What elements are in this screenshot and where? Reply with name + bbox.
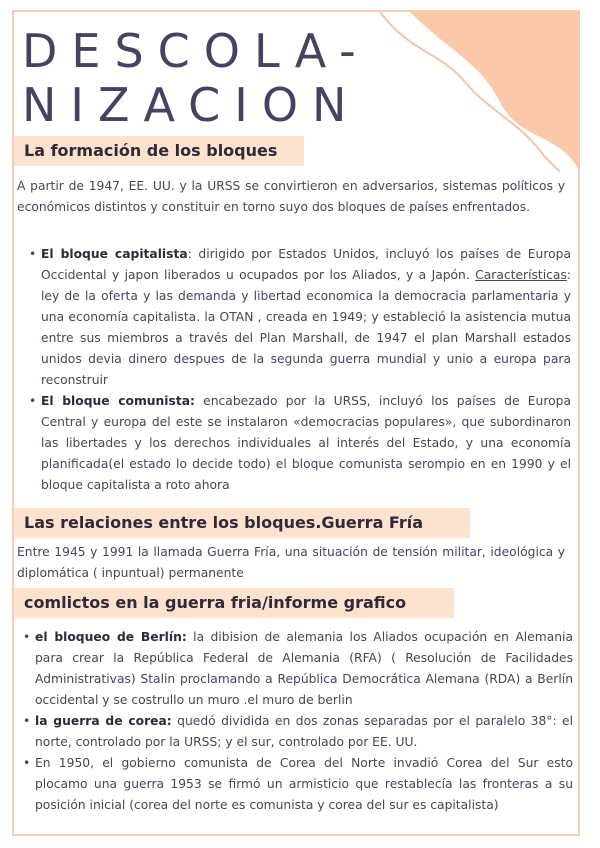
text-capitalista-a: : dirigido por Estados Unidos, incluyó los países de Europa Occidental y japon liberados u ocupados por los Aliados, y a Japón. <box>41 247 571 282</box>
bloques-list <box>29 244 571 496</box>
list-item-corea <box>23 711 573 753</box>
term-comunista: El bloque comunista: <box>41 394 195 408</box>
corner-decoration <box>370 12 580 172</box>
section-heading-guerra-fria: Las relaciones entre los bloques.Guerra Fría <box>14 508 470 538</box>
page-title-line1: DESCOLA- <box>22 24 370 78</box>
term-corea: la guerra de corea: <box>35 714 172 728</box>
bullet: • <box>29 394 37 408</box>
term-capitalista: El bloque capitalista <box>41 247 188 261</box>
intro-paragraph: A partir de 1947, EE. UU. y la URSS se convirtieron en adversarios, sistemas políticos y económicos distintos y constituir en torno suyo dos bloques de países enfrentados. <box>17 179 565 214</box>
page-title-line2: NIZACION <box>22 78 361 132</box>
text-1950: En 1950, el gobierno comunista de Corea del Norte invadió Corea del Sur esto plocamo una guerra 1953 se firmó un armisticio que restablecía las fronteras a su posición inicial (corea del norte es comunista y corea del sur es capitalista) <box>35 756 573 812</box>
text-berlin: la dibision de alemania los Aliados ocupación en Alemania para crear la República Federal de Alemania (RFA) ( Resolución de Facilidades Administrativas) Stalin proclamando a República Democrática Alemana (RDA) a Berlín occidental y se costrullo un muro .el muro de berlin <box>35 630 574 707</box>
bullet: • <box>23 714 31 728</box>
section-heading-conflictos: comlictos en la guerra fria/informe grafico <box>14 588 454 618</box>
conflictos-list <box>23 627 573 816</box>
bullet: • <box>23 756 31 770</box>
bullet: • <box>23 630 31 644</box>
section-heading-bloques: La formación de los bloques <box>14 136 304 166</box>
list-item-comunista <box>29 391 571 496</box>
guerra-fria-paragraph: Entre 1945 y 1991 la llamada Guerra Fría, una situación de tensión militar, ideológica y diplomática ( inpuntual) permanente <box>17 545 565 580</box>
list-item-1950 <box>23 753 573 816</box>
list-item-berlin <box>23 627 573 711</box>
text-comunista: encabezado por la URSS, incluyó los países de Europa Central y europa del este se instalaron «democracias populares», que subordinaron las libertades y los derechos individuales al interés del Estado, y una economía planificada(el estado lo decide todo) el bloque comunista serompio en en 1990 y el bloque capitalista a roto ahora <box>41 394 571 492</box>
list-item-capitalista <box>29 244 571 391</box>
caracteristicas-link: Características <box>475 268 567 282</box>
text-corea: quedó dividida en dos zonas separadas por el paralelo 38°: el norte, controlado por la URSS; y el sur, controlado por EE. UU. <box>35 714 573 749</box>
bullet: • <box>29 247 37 261</box>
term-berlin: el bloqueo de Berlín: <box>35 630 187 644</box>
text-capitalista-b: : ley de la oferta y las demanda y libertad economica la democracia parlamentaria y una economía capitalista. la OTAN , creada en 1949; y estableció la asistencia mutua entre sus miembros a través del Plan Marshall, de 1947 el plan Marshall estados unidos devia dinero despues de la segunda guerra mundial y unio a europa para reconstruir <box>41 268 571 387</box>
